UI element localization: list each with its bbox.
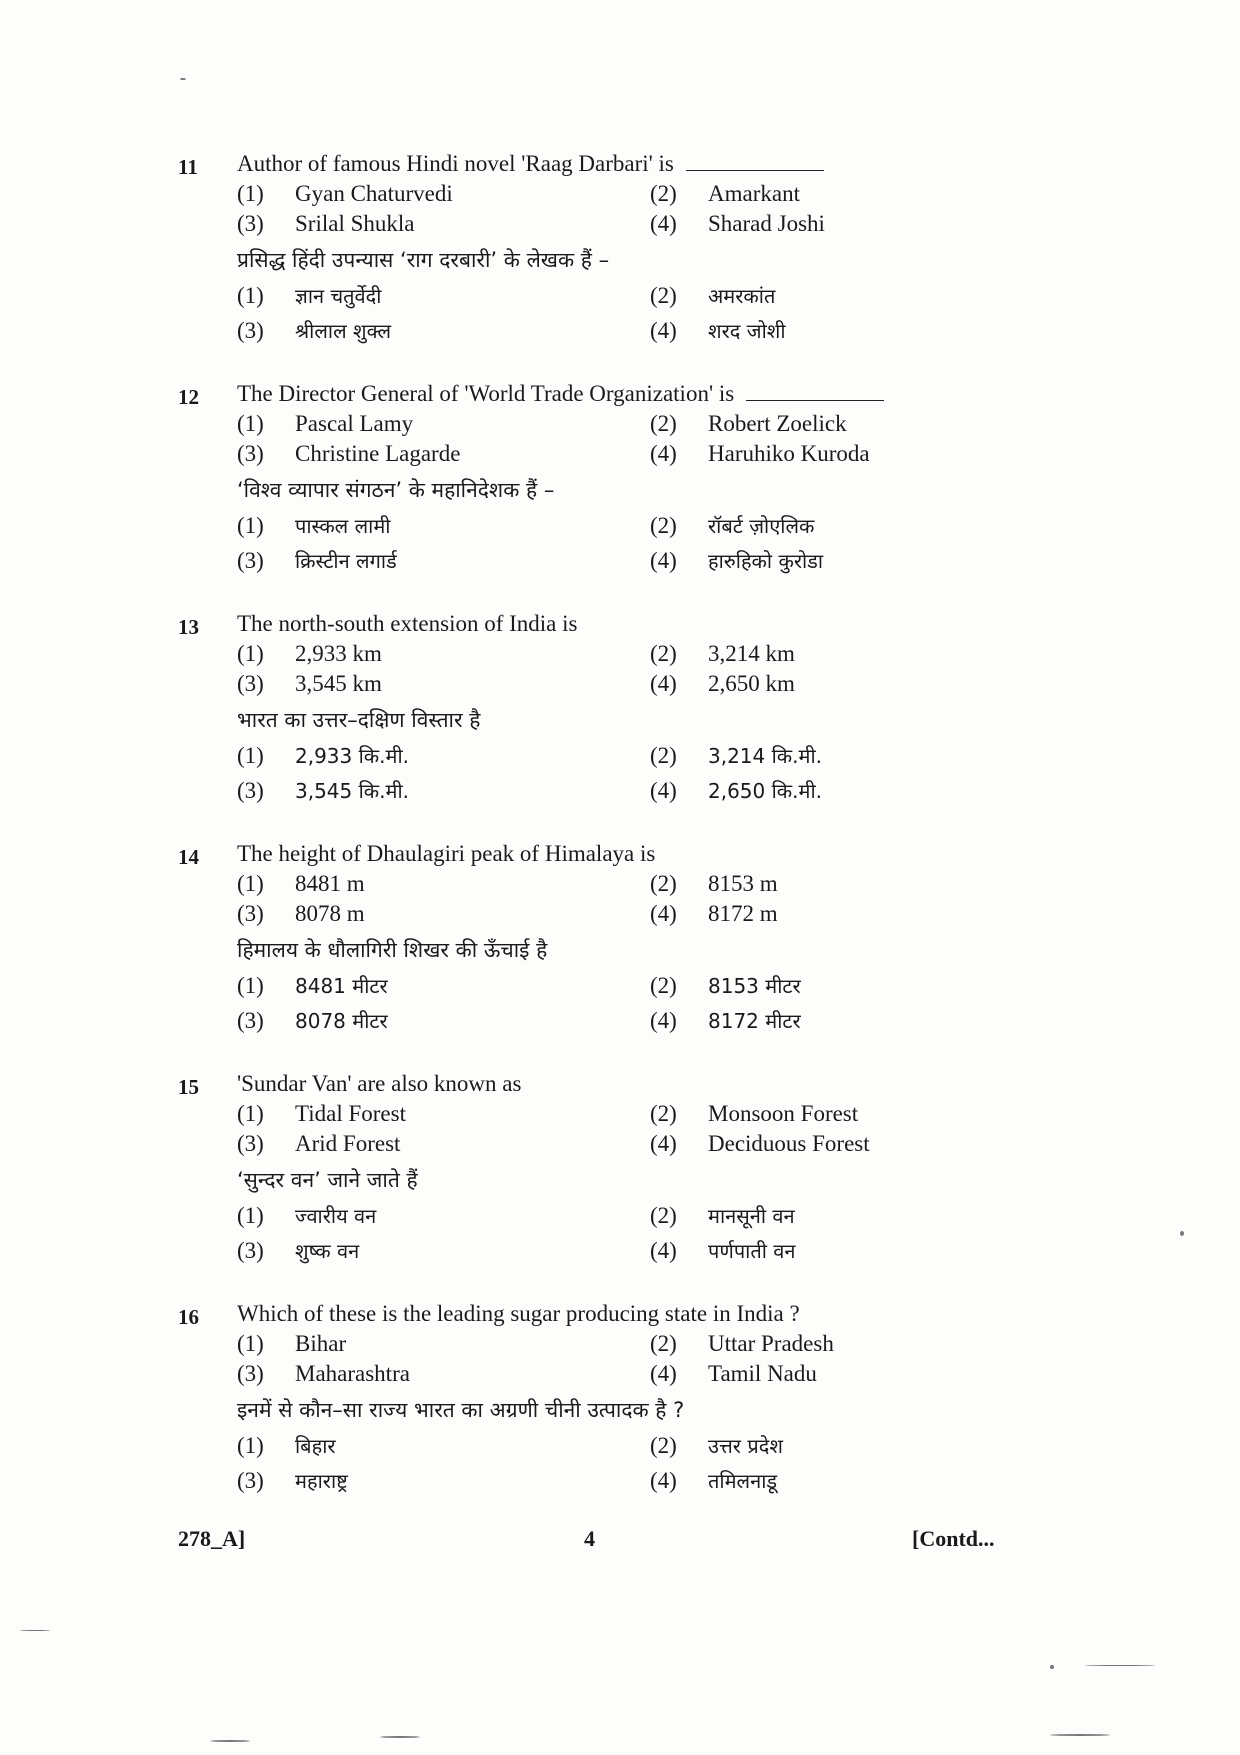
question-text-hi: भारत का उत्तर–दक्षिण विस्तार है	[237, 708, 481, 732]
option-en-4: (4) Sharad Joshi	[650, 211, 825, 236]
option-en-4: (4) Tamil Nadu	[650, 1361, 817, 1386]
option-en-1: (1) Bihar	[237, 1331, 347, 1356]
option-en-2: (2) Uttar Pradesh	[650, 1331, 834, 1356]
option-hi-4: (4) 2,650 कि.मी.	[650, 778, 823, 803]
option-en-2: (2) Monsoon Forest	[650, 1101, 859, 1126]
option-en-4: (4) Deciduous Forest	[650, 1131, 870, 1156]
question-text-en: The north-south extension of India is	[237, 611, 578, 636]
page-number: 4	[584, 1526, 595, 1551]
option-hi-3: (3) महाराष्ट्र	[237, 1468, 348, 1493]
option-hi-3: (3) 8078 मीटर	[237, 1008, 388, 1033]
option-hi-1: (1) बिहार	[237, 1433, 336, 1458]
question-number: 13	[178, 615, 199, 639]
option-hi-2: (2) 8153 मीटर	[650, 973, 801, 998]
question-number: 12	[178, 385, 199, 409]
option-en-3: (3) Christine Lagarde	[237, 441, 461, 466]
option-hi-2: (2) मानसूनी वन	[650, 1203, 795, 1228]
option-hi-2: (2) उत्तर प्रदेश	[650, 1433, 783, 1458]
option-hi-1: (1) ज्ञान चतुर्वेदी	[237, 283, 382, 308]
question-text-en: Author of famous Hindi novel 'Raag Darbari' is	[237, 151, 674, 176]
option-hi-3: (3) श्रीलाल शुक्ल	[237, 318, 392, 343]
answer-blank	[686, 152, 824, 171]
option-en-4: (4) Haruhiko Kuroda	[650, 441, 870, 466]
option-hi-4: (4) पर्णपाती वन	[650, 1238, 796, 1263]
option-hi-1: (1) पास्कल लामी	[237, 513, 391, 538]
question-text-en: 'Sundar Van' are also known as	[237, 1071, 522, 1096]
question-number: 11	[178, 155, 198, 179]
option-en-3: (3) Srilal Shukla	[237, 211, 415, 236]
question-text-hi: ‘सुन्दर वन’ जाने जाते हैं	[237, 1168, 418, 1192]
option-en-3: (3) Arid Forest	[237, 1131, 401, 1156]
option-hi-3: (3) क्रिस्टीन लगार्ड	[237, 548, 397, 573]
option-hi-4: (4) हारुहिको कुरोडा	[650, 548, 824, 573]
option-hi-3: (3) शुष्क वन	[237, 1238, 360, 1263]
option-en-3: (3) 8078 m	[237, 901, 365, 926]
paper-code: 278_A]	[178, 1526, 246, 1551]
option-en-1: (1) Gyan Chaturvedi	[237, 181, 453, 206]
option-en-1: (1) 8481 m	[237, 871, 365, 896]
option-hi-1: (1) 2,933 कि.मी.	[237, 743, 410, 768]
question-number: 15	[178, 1075, 199, 1099]
question-number: 16	[178, 1305, 199, 1329]
question-text-hi: ‘विश्व व्यापार संगठन’ के महानिदेशक हैं –	[237, 478, 555, 502]
question-text-hi: इनमें से कौन–सा राज्य भारत का अग्रणी चीनी उत्पादक है ?	[237, 1398, 685, 1422]
option-en-3: (3) Maharashtra	[237, 1361, 410, 1386]
question-text-hi: हिमालय के धौलागिरी शिखर की ऊँचाई है	[237, 938, 548, 962]
question-number: 14	[178, 845, 199, 869]
option-en-3: (3) 3,545 km	[237, 671, 382, 696]
option-hi-2: (2) अमरकांत	[650, 283, 776, 308]
option-hi-4: (4) तमिलनाडू	[650, 1468, 778, 1493]
option-en-4: (4) 8172 m	[650, 901, 778, 926]
option-en-2: (2) 3,214 km	[650, 641, 795, 666]
option-en-2: (2) Robert Zoelick	[650, 411, 847, 436]
question-text-en: The height of Dhaulagiri peak of Himalaya is	[237, 841, 656, 866]
option-hi-4: (4) शरद जोशी	[650, 318, 786, 343]
continued-note: [Contd...	[912, 1526, 995, 1551]
option-hi-1: (1) ज्वारीय वन	[237, 1203, 377, 1228]
answer-blank	[746, 382, 884, 401]
option-hi-2: (2) 3,214 कि.मी.	[650, 743, 823, 768]
option-en-1: (1) Pascal Lamy	[237, 411, 414, 436]
option-hi-2: (2) रॉबर्ट ज़ोएलिक	[650, 513, 815, 538]
question-text-hi: प्रसिद्ध हिंदी उपन्यास ‘राग दरबारी’ के लेखक हैं –	[237, 248, 610, 272]
option-en-2: (2) 8153 m	[650, 871, 778, 896]
option-en-4: (4) 2,650 km	[650, 671, 795, 696]
option-en-2: (2) Amarkant	[650, 181, 800, 206]
option-hi-4: (4) 8172 मीटर	[650, 1008, 801, 1033]
option-hi-3: (3) 3,545 कि.मी.	[237, 778, 410, 803]
question-text-en: Which of these is the leading sugar producing state in India ?	[237, 1301, 800, 1326]
option-hi-1: (1) 8481 मीटर	[237, 973, 388, 998]
question-text-en: The Director General of 'World Trade Organization' is	[237, 381, 735, 406]
option-en-1: (1) Tidal Forest	[237, 1101, 406, 1126]
option-en-1: (1) 2,933 km	[237, 641, 382, 666]
